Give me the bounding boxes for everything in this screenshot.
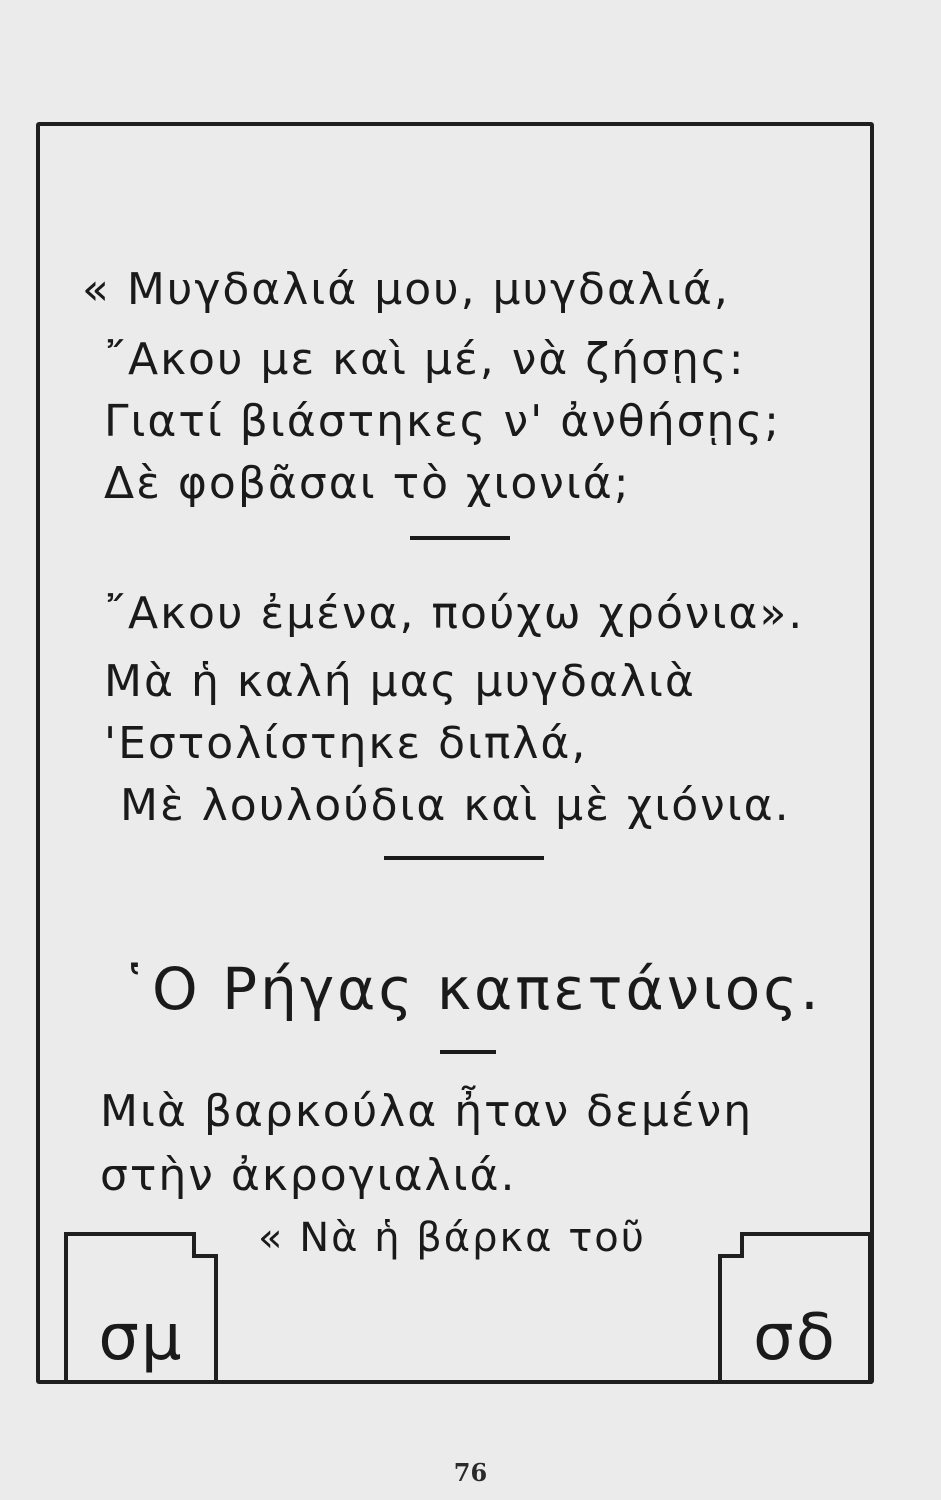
- poem-line: ῎Ακου ἐμένα, πούχω χρόνια».: [104, 588, 805, 639]
- poem-line: Μὲ λουλούδια καὶ μὲ χιόνια.: [120, 780, 791, 831]
- text-line: στὴν ἀκρογιαλιά.: [100, 1150, 517, 1201]
- text-line: « Νὰ ἡ βάρκα τοῦ: [258, 1215, 646, 1261]
- divider: [410, 536, 510, 540]
- poem-line: Δὲ φοβᾶσαι τὸ χιονιά;: [104, 458, 631, 509]
- divider: [384, 856, 544, 860]
- text-line: Μιὰ βαρκούλα ἦταν δεμένη: [100, 1086, 754, 1137]
- section-title: ῾Ο Ρήγας καπετάνιος.: [120, 955, 822, 1023]
- left-letter-tab: [64, 1232, 218, 1384]
- tab-corner: [192, 1232, 218, 1258]
- left-tab-label: σμ: [98, 1301, 184, 1375]
- poem-line: 'Εστολίστηκε διπλά,: [104, 718, 588, 769]
- poem-line: ῎Ακου με καὶ μέ, νὰ ζήσῃς:: [104, 334, 746, 385]
- right-tab-label: σδ: [753, 1301, 837, 1375]
- poem-line: Γιατί βιάστηκες ν' ἀνθήσῃς;: [104, 396, 782, 447]
- poem-line: « Μυγδαλιά μου, μυγδαλιά,: [82, 264, 730, 315]
- poem-line: Μὰ ἡ καλή μας μυγδαλιὰ: [104, 656, 696, 707]
- page-number: 76: [453, 1458, 488, 1487]
- tab-corner: [718, 1232, 744, 1258]
- divider: [440, 1050, 496, 1054]
- right-letter-tab: [718, 1232, 872, 1384]
